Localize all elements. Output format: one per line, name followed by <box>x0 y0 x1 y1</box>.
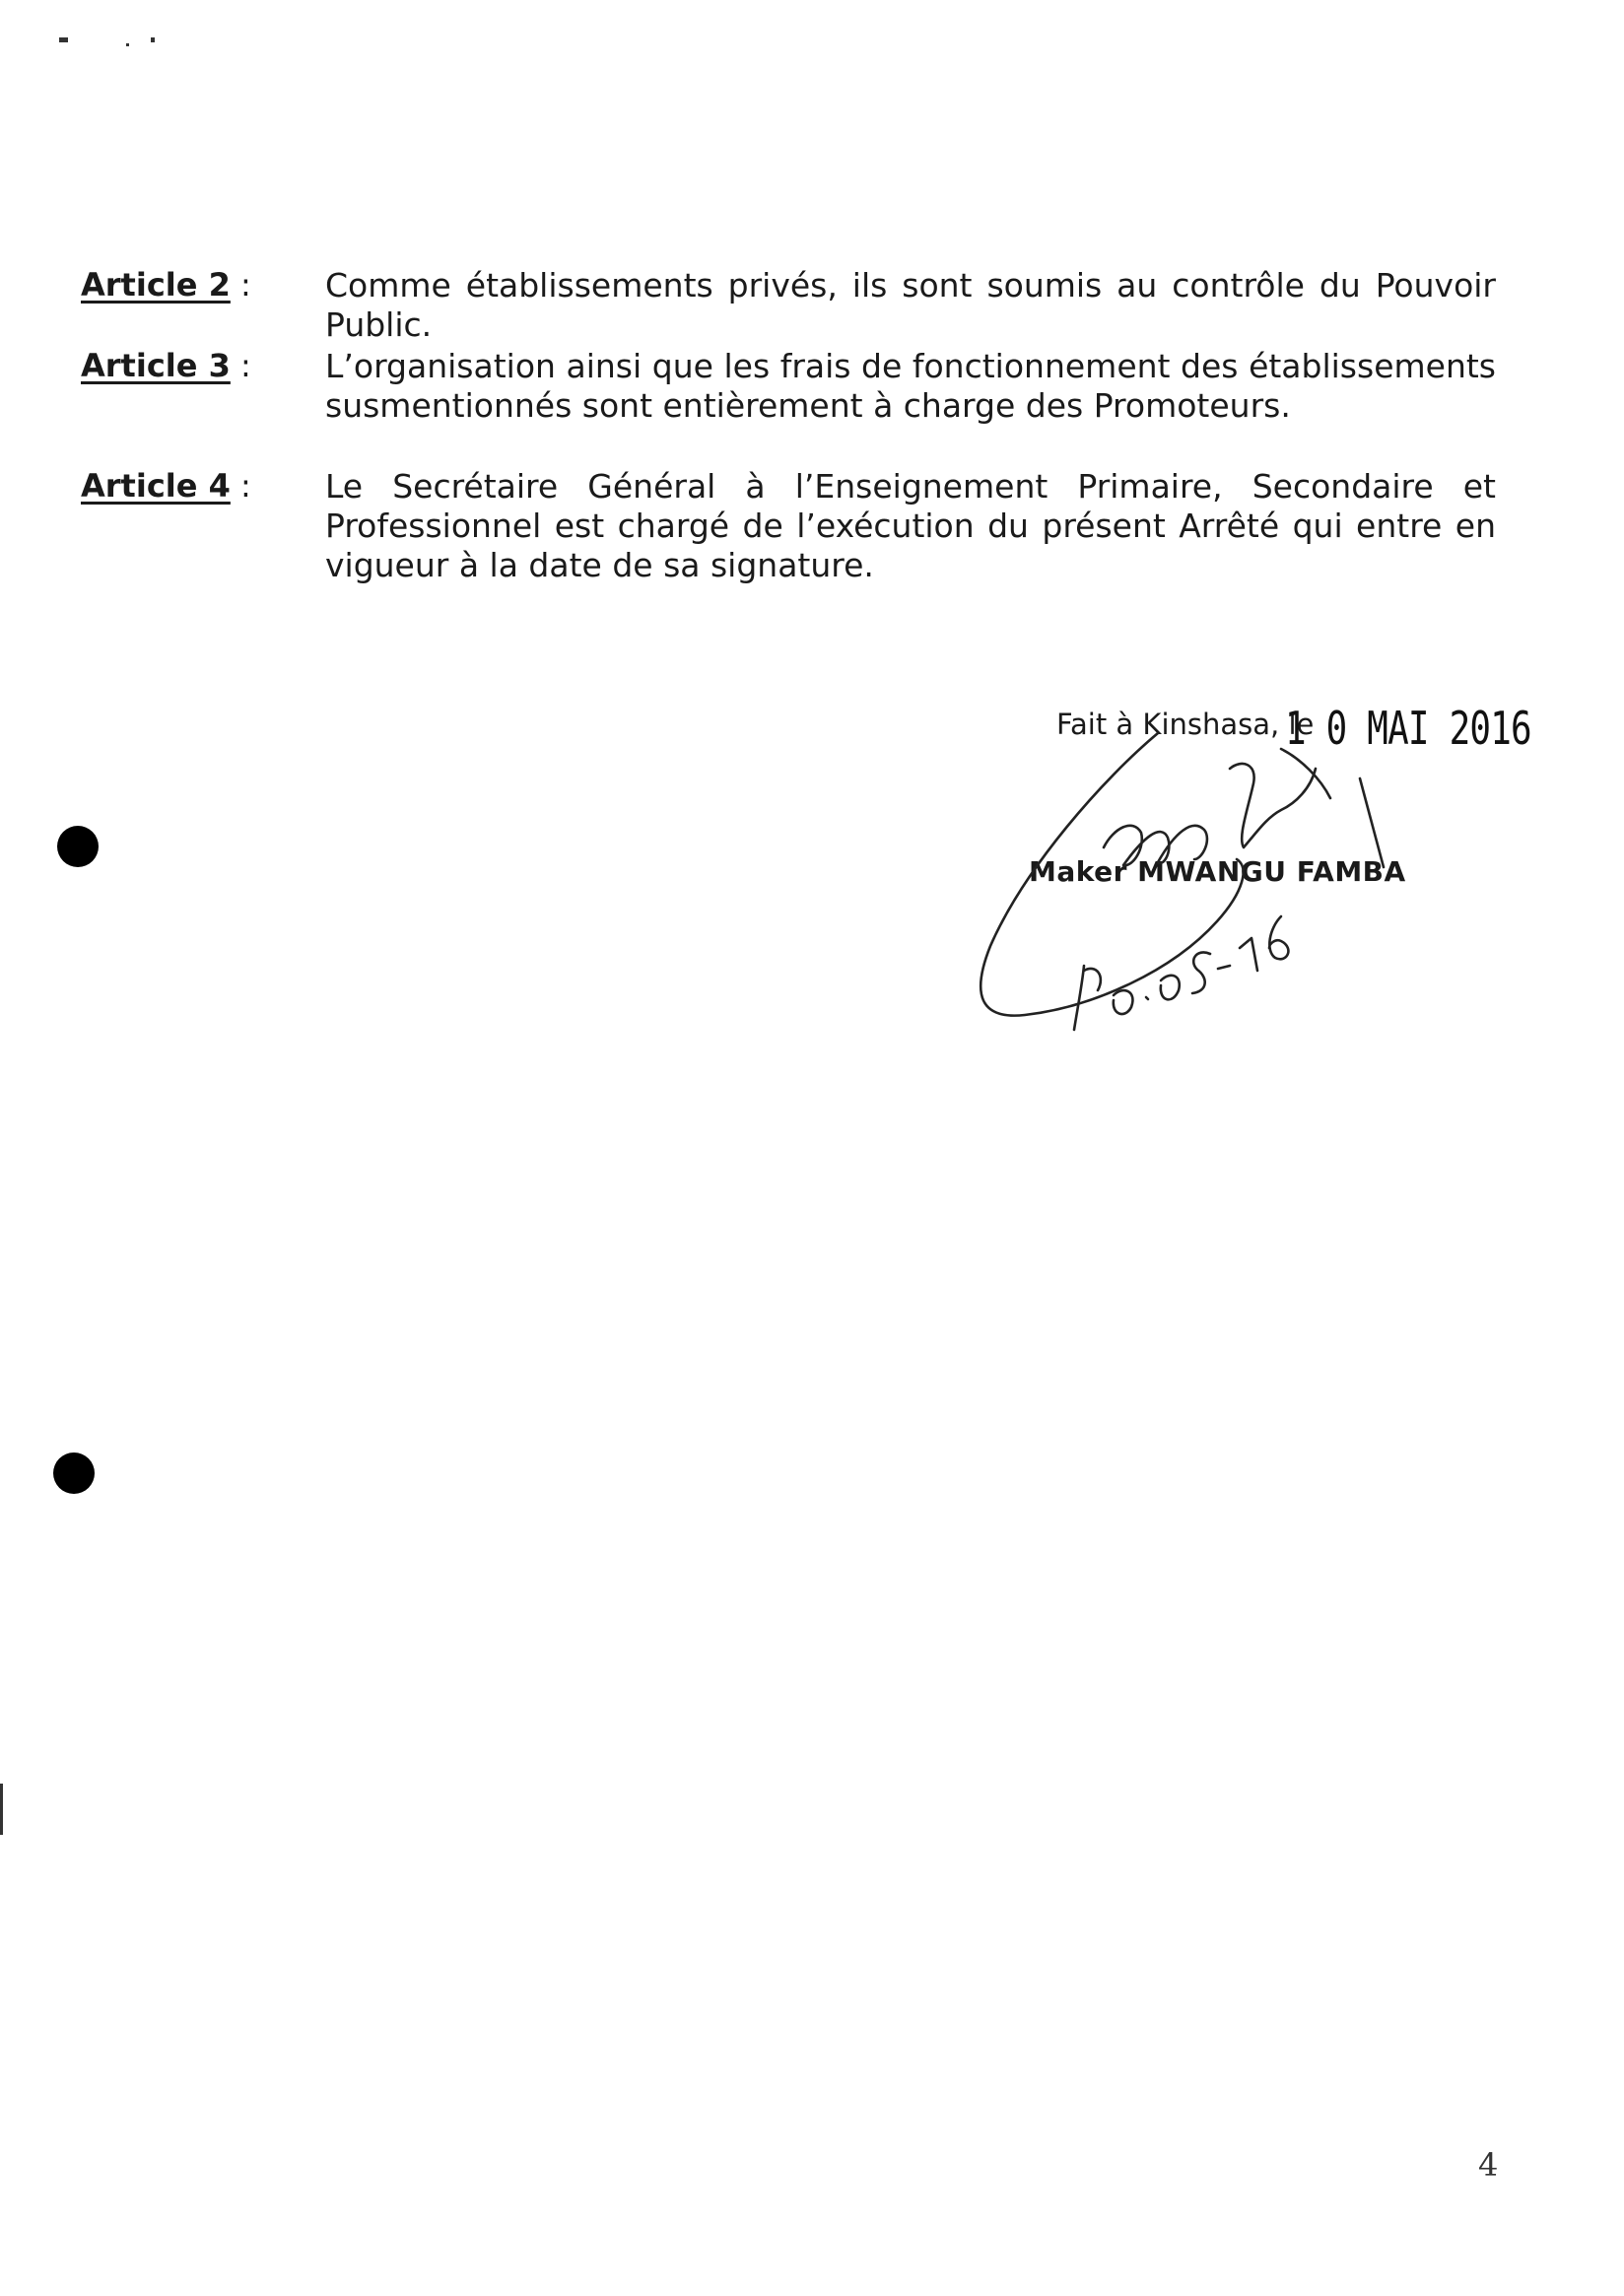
page-number: 4 <box>1478 2146 1499 2184</box>
date-stamp: 1 0 MAI 2016 <box>1285 702 1531 755</box>
scan-speck <box>126 43 129 46</box>
article-label-text: Article 2 <box>81 266 231 304</box>
article-text: L’organisation ainsi que les frais de fonctionnement des établissements susmentionnés sont entièrement à charge des Promoteurs. <box>325 347 1496 425</box>
scan-speck <box>151 37 155 42</box>
article-label-text: Article 3 <box>81 347 231 384</box>
article-label <box>81 347 251 384</box>
punch-hole-bottom <box>53 1452 95 1494</box>
article-text: Comme établissements privés, ils sont soumis au contrôle du Pouvoir Public. <box>325 266 1496 344</box>
article-label-colon: : <box>230 347 251 384</box>
article-label <box>81 266 251 304</box>
article-text: Le Secrétaire Général à l’Enseignement Primaire, Secondaire et Professionnel est chargé de l’exécution du présent Arrêté qui entre en vigueur à la date de sa signature. <box>325 467 1496 584</box>
article-label-colon: : <box>230 467 251 505</box>
article-label <box>81 467 251 505</box>
article-label-text: Article 4 <box>81 467 231 505</box>
scan-speck <box>59 37 68 42</box>
scan-edge-line <box>0 1784 3 1835</box>
article-label-colon: : <box>230 266 251 304</box>
place-and-date-label: Fait à Kinshasa, le <box>1056 708 1315 741</box>
signer-name: Maker MWANGU FAMBA <box>1029 855 1406 888</box>
punch-hole-top <box>57 826 99 867</box>
